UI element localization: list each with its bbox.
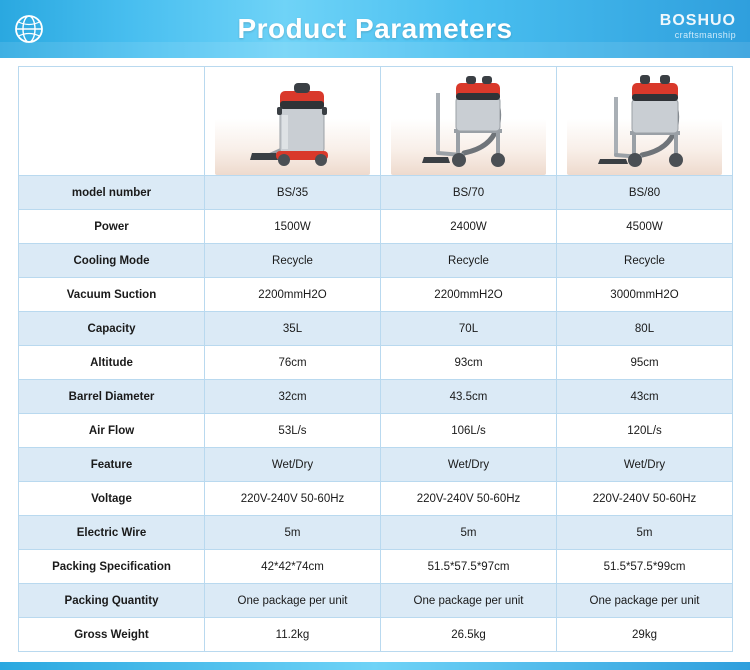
row-value: Wet/Dry [557,448,733,482]
row-value: 5m [557,516,733,550]
row-value: 80L [557,312,733,346]
row-value: 2200mmH2O [381,278,557,312]
vacuum-cleaner-bs70-image [394,67,544,173]
row-value: 2200mmH2O [205,278,381,312]
table-row [19,346,733,380]
row-value: 220V-240V 50-60Hz [557,482,733,516]
row-value: 106L/s [381,414,557,448]
page-header [0,0,750,58]
product-image-row [19,67,733,176]
row-value: 53L/s [205,414,381,448]
row-value: 70L [381,312,557,346]
table-row [19,516,733,550]
row-value: 1500W [205,210,381,244]
row-value: 43.5cm [381,380,557,414]
brand-tagline: craftsmanship [674,30,736,41]
row-value: BS/35 [205,176,381,210]
row-value: 35L [205,312,381,346]
row-value: Recycle [557,244,733,278]
row-label: Cooling Mode [19,244,205,278]
row-value: 95cm [557,346,733,380]
row-value: One package per unit [205,584,381,618]
table-row [19,278,733,312]
row-value: BS/70 [381,176,557,210]
table-row [19,312,733,346]
row-value: 42*42*74cm [205,550,381,584]
row-value: One package per unit [381,584,557,618]
row-value: 93cm [381,346,557,380]
row-label: Barrel Diameter [19,380,205,414]
row-value: 2400W [381,210,557,244]
page-title: Product Parameters [237,13,513,44]
row-label: Air Flow [19,414,205,448]
row-value: 43cm [557,380,733,414]
brand-logo [660,12,736,41]
row-value: 51.5*57.5*97cm [381,550,557,584]
table-row [19,550,733,584]
row-label: Electric Wire [19,516,205,550]
row-label: Capacity [19,312,205,346]
globe-icon [14,14,44,44]
row-value: Recycle [381,244,557,278]
row-label: Packing Quantity [19,584,205,618]
row-value: 4500W [557,210,733,244]
row-value: 120L/s [557,414,733,448]
table-row [19,618,733,652]
product-image-cell-1 [205,67,381,176]
vacuum-cleaner-bs35-image [218,67,368,173]
row-value: 51.5*57.5*99cm [557,550,733,584]
table-row [19,244,733,278]
row-value: 32cm [205,380,381,414]
product-parameters-table [18,66,733,652]
row-label: Feature [19,448,205,482]
spec-table-wrap [0,66,750,652]
row-value: 29kg [557,618,733,652]
table-row [19,482,733,516]
row-value: BS/80 [557,176,733,210]
image-row-spacer [19,67,205,176]
row-value: Wet/Dry [205,448,381,482]
row-label: Vacuum Suction [19,278,205,312]
row-value: 3000mmH2O [557,278,733,312]
product-image-cell-2 [381,67,557,176]
row-value: 26.5kg [381,618,557,652]
row-value: Recycle [205,244,381,278]
product-image-cell-3 [557,67,733,176]
table-row [19,584,733,618]
row-label: Packing Specification [19,550,205,584]
row-label: Voltage [19,482,205,516]
row-label: Altitude [19,346,205,380]
row-label: Gross Weight [19,618,205,652]
vacuum-cleaner-bs80-image [570,67,720,173]
table-row [19,210,733,244]
table-row [19,414,733,448]
row-value: 220V-240V 50-60Hz [381,482,557,516]
row-value: 5m [381,516,557,550]
table-row [19,176,733,210]
row-value: Wet/Dry [381,448,557,482]
row-value: One package per unit [557,584,733,618]
row-label: model number [19,176,205,210]
row-value: 220V-240V 50-60Hz [205,482,381,516]
row-value: 76cm [205,346,381,380]
row-value: 5m [205,516,381,550]
row-value: 11.2kg [205,618,381,652]
table-row [19,448,733,482]
footer-strip [0,662,750,670]
brand-name: BOSHUO [659,12,736,29]
table-row [19,380,733,414]
row-label: Power [19,210,205,244]
